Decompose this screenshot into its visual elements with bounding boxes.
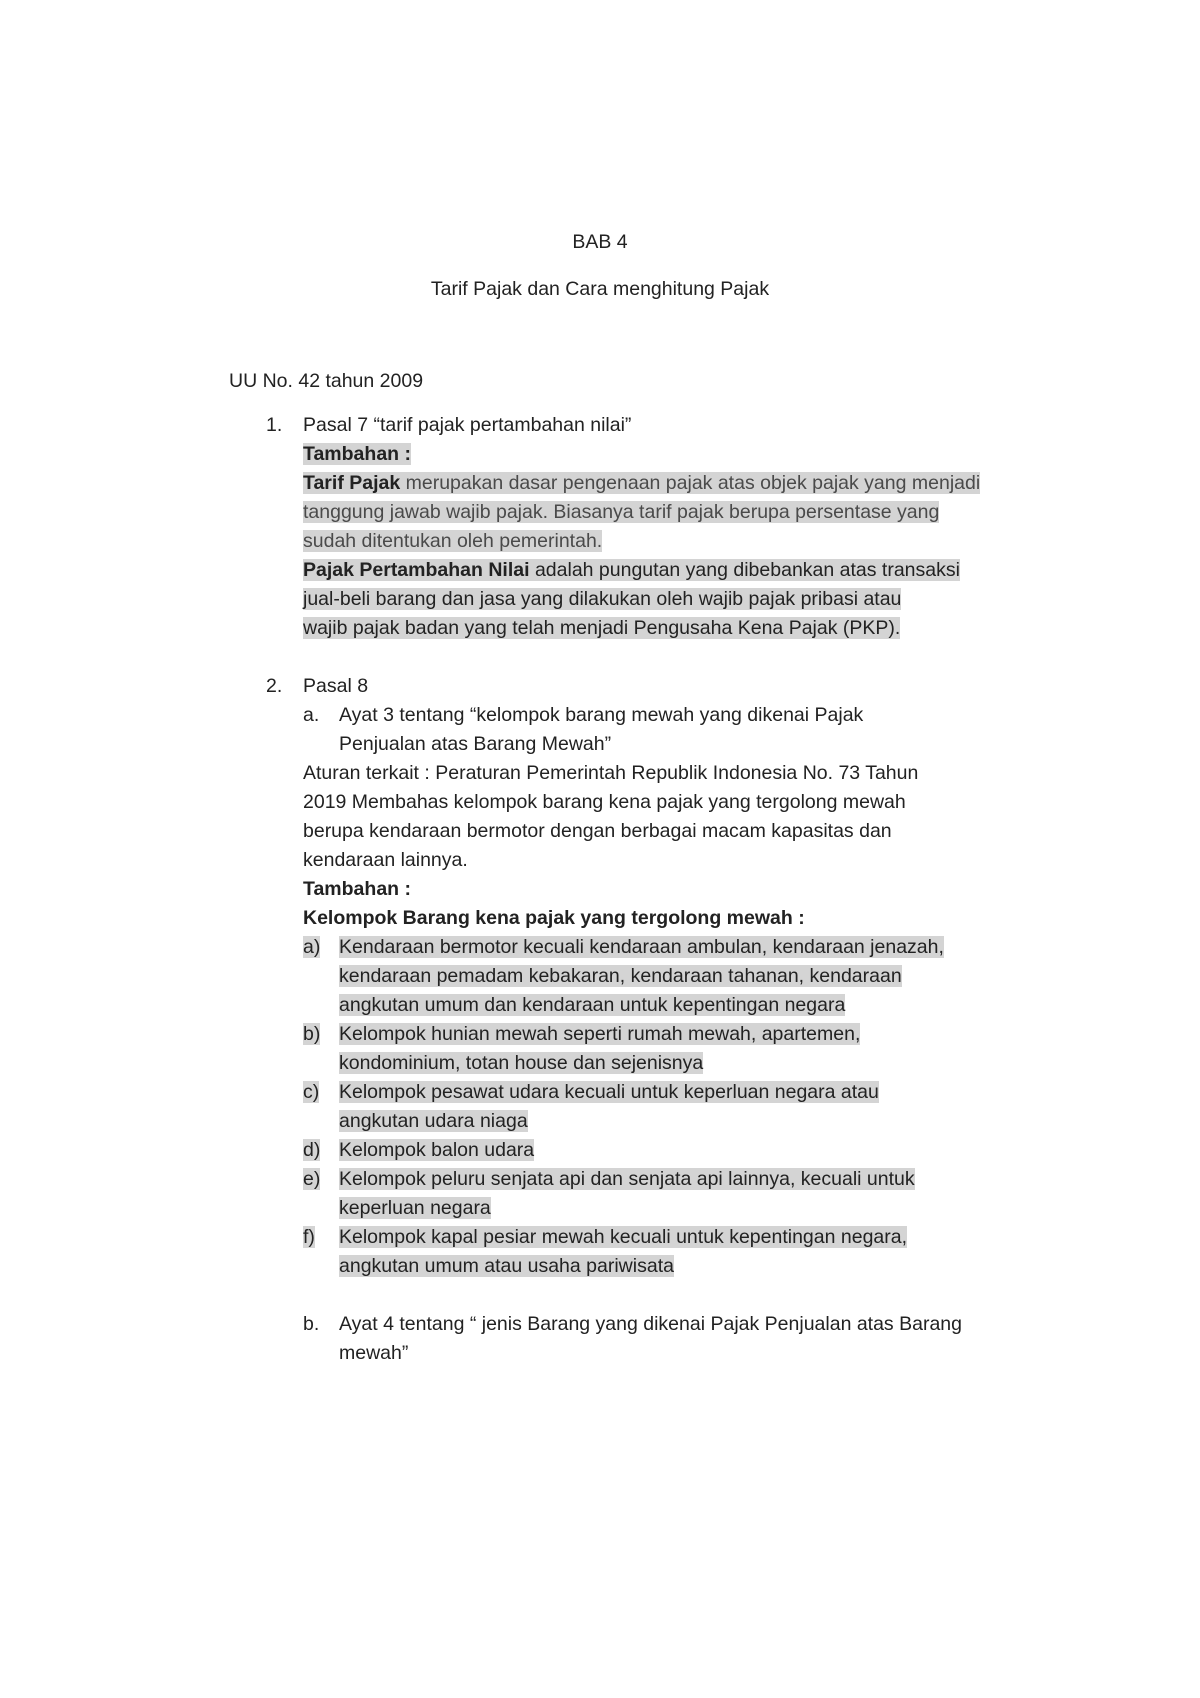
sub-a-line-1: Ayat 3 tentang “kelompok barang mewah yang dikenai Pajak <box>339 704 864 726</box>
item-1-tambahan-label: Tambahan : <box>303 443 411 465</box>
list-item-marker: c) <box>303 1081 320 1103</box>
list-item: Kelompok pesawat udara kecuali untuk keperluan negara atau <box>339 1081 879 1103</box>
item-2-marker: 2. <box>266 675 283 697</box>
law-reference: UU No. 42 tahun 2009 <box>229 370 424 392</box>
list-item: Kendaraan bermotor kecuali kendaraan ambulan, kendaraan jenazah, <box>339 936 944 958</box>
list-item-marker: a) <box>303 936 321 958</box>
definition-tarif-pajak-line-3: sudah ditentukan oleh pemerintah. <box>303 530 603 552</box>
item-2-title: Pasal 8 <box>303 675 369 697</box>
definition-term: Tarif Pajak <box>303 472 401 494</box>
aturan-line-2: 2019 Membahas kelompok barang kena pajak yang tergolong mewah <box>303 791 906 813</box>
sub-b-line-1: Ayat 4 tentang “ jenis Barang yang dikenai Pajak Penjualan atas Barang <box>339 1313 962 1335</box>
definition-tarif-pajak-line-2: tanggung jawab wajib pajak. Biasanya tarif pajak berupa persentase yang <box>303 501 940 523</box>
sub-b-line-2: mewah” <box>339 1342 409 1364</box>
sub-a-marker: a. <box>303 704 320 726</box>
list-item-marker: f) <box>303 1226 315 1248</box>
list-item: kondominium, totan house dan sejenisnya <box>339 1052 704 1074</box>
list-item-marker: e) <box>303 1168 321 1190</box>
kelompok-heading: Kelompok Barang kena pajak yang tergolong mewah : <box>303 907 805 929</box>
sub-b-marker: b. <box>303 1313 320 1335</box>
list-item: kendaraan pemadam kebakaran, kendaraan tahanan, kendaraan <box>339 965 902 987</box>
item-1-title: Pasal 7 “tarif pajak pertambahan nilai” <box>303 414 632 436</box>
list-item-marker: b) <box>303 1023 321 1045</box>
definition-ppn-line-3: wajib pajak badan yang telah menjadi Pengusaha Kena Pajak (PKP). <box>303 617 901 639</box>
list-item: angkutan umum dan kendaraan untuk kepentingan negara <box>339 994 846 1016</box>
list-item: keperluan negara <box>339 1197 491 1219</box>
definition-term: Pajak Pertambahan Nilai <box>303 559 530 581</box>
item-2-tambahan-label: Tambahan : <box>303 878 411 900</box>
item-1-marker: 1. <box>266 414 283 436</box>
definition-ppn-line-1: Pajak Pertambahan Nilai adalah pungutan yang dibebankan atas transaksi <box>303 559 960 581</box>
aturan-line-3: berupa kendaraan bermotor dengan berbagai macam kapasitas dan <box>303 820 892 842</box>
aturan-line-1: Aturan terkait : Peraturan Pemerintah Republik Indonesia No. 73 Tahun <box>303 762 919 784</box>
definition-ppn-line-2: jual-beli barang dan jasa yang dilakukan oleh wajib pajak pribasi atau <box>303 588 902 610</box>
list-item: angkutan umum atau usaha pariwisata <box>339 1255 674 1277</box>
list-item: angkutan udara niaga <box>339 1110 528 1132</box>
list-item-marker: d) <box>303 1139 321 1161</box>
list-item: Kelompok peluru senjata api dan senjata api lainnya, kecuali untuk <box>339 1168 915 1190</box>
list-item: Kelompok kapal pesiar mewah kecuali untuk kepentingan negara, <box>339 1226 908 1248</box>
chapter-subtitle: Tarif Pajak dan Cara menghitung Pajak <box>430 278 770 300</box>
aturan-line-4: kendaraan lainnya. <box>303 849 468 871</box>
definition-tarif-pajak-line-1: Tarif Pajak merupakan dasar pengenaan pajak atas objek pajak yang menjadi <box>303 472 981 494</box>
chapter-title: BAB 4 <box>572 231 628 253</box>
sub-a-line-2: Penjualan atas Barang Mewah” <box>339 733 612 755</box>
list-item: Kelompok hunian mewah seperti rumah mewah, apartemen, <box>339 1023 861 1045</box>
list-item: Kelompok balon udara <box>339 1139 535 1161</box>
